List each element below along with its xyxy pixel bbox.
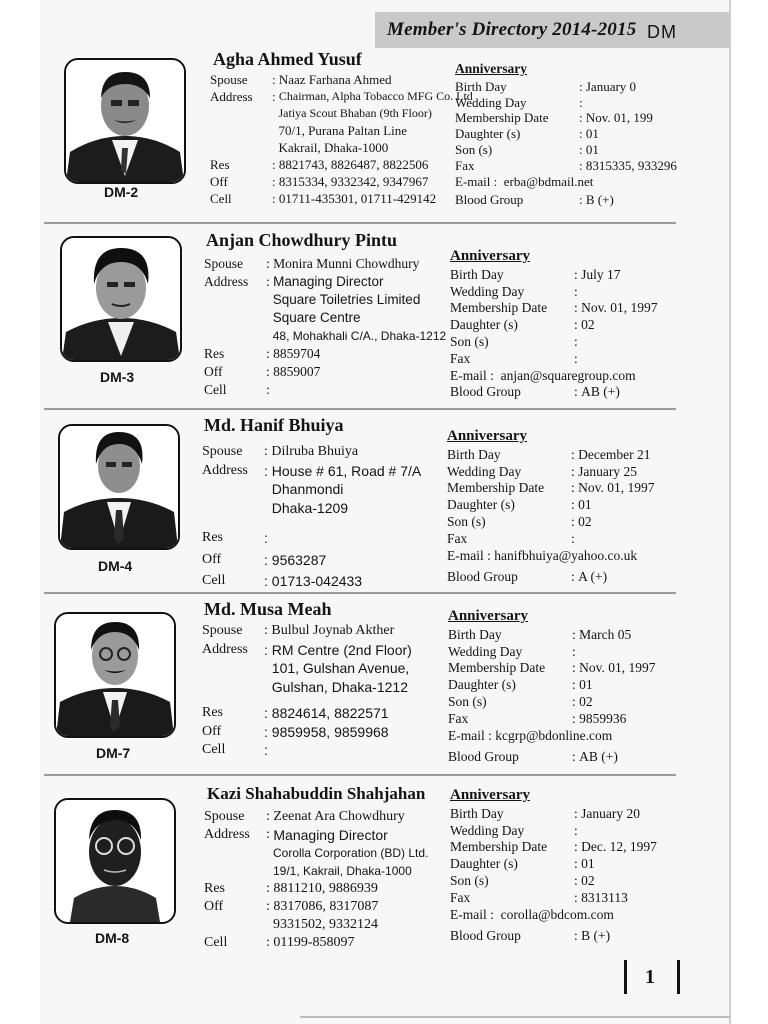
- daughters-label: Daughter (s): [450, 856, 518, 872]
- wedding-day-label: Wedding Day: [450, 283, 525, 299]
- page-number-right-rule: [677, 960, 680, 994]
- address-label: Address: [210, 89, 253, 104]
- off-value: 8859007: [273, 364, 321, 379]
- fax-label: Fax: [448, 710, 469, 726]
- cell-value: 01713-042433: [271, 573, 363, 589]
- spouse-label: Spouse: [202, 444, 243, 459]
- sons-value: 02: [581, 872, 595, 888]
- res-label: Res: [202, 705, 223, 720]
- wedding-day-value: January 25: [578, 463, 637, 479]
- page-number: 1: [645, 966, 655, 988]
- membership-date-value: Nov. 01, 1997: [581, 300, 658, 316]
- blood-group-label: Blood Group: [450, 384, 521, 400]
- membership-date-value: Nov. 01, 1997: [579, 660, 656, 676]
- off-value: 8315334, 9332342, 9347967: [278, 174, 429, 189]
- sons-label: Son (s): [450, 333, 489, 349]
- birth-day-value: January 0: [585, 78, 637, 94]
- blood-group-label: Blood Group: [450, 928, 521, 944]
- blood-group-value: B (+): [581, 928, 611, 944]
- cell-value: 01199-858097: [273, 935, 355, 950]
- daughters-label: Daughter (s): [448, 677, 516, 693]
- portrait-image: [56, 800, 174, 922]
- member-dates: Anniversary Birth Day : July 17 Wedding Day : Membership Date : Nov. 01, 1997 Daughter (s) : 02 Son (s) : Fax : E-mail : anjan@squaregroup.com Blood Group : AB (+): [450, 248, 658, 400]
- member-dates: Anniversary Birth Day : December 21 Wedding Day : January 25 Membership Date : Nov. 01, 1997 Daughter (s) : 01 Son (s) : 02 Fax : E-mail : hanifbhuiya@yahoo.co.uk Blood Group : A (+): [447, 428, 655, 585]
- address-line: House # 61, Road # 7/A: [271, 462, 422, 479]
- res-value: 8824614, 8822571: [271, 705, 389, 721]
- member-contact: Spouse : Dilruba Bhuiya Address : House # 61, Road # 7/A Dhanmondi Dhaka-1209 Res : Off : 9563287 Cell : 01713-042433: [202, 444, 422, 589]
- cell-label: Cell: [204, 382, 227, 397]
- off-value: 8317086, 8317087: [273, 899, 379, 914]
- membership-date-label: Membership Date: [450, 839, 548, 855]
- address-line: Managing Director: [273, 274, 384, 289]
- res-label: Res: [204, 881, 225, 896]
- member-photo: [60, 236, 182, 362]
- spouse-label: Spouse: [204, 809, 245, 824]
- sons-value: 02: [578, 513, 592, 529]
- res-label: Res: [202, 530, 223, 545]
- member-code: DM-7: [96, 745, 131, 761]
- address-line: Corolla Corporation (BD) Ltd.: [273, 846, 429, 860]
- off-value: 9563287: [271, 551, 327, 568]
- portrait-image: [60, 426, 178, 548]
- wedding-day-label: Wedding Day: [450, 822, 525, 838]
- daughters-value: 01: [581, 856, 595, 872]
- membership-date-value: Dec. 12, 1997: [581, 839, 657, 855]
- blood-group-label: Blood Group: [455, 192, 524, 208]
- spouse-value: Bulbul Joynab Akther: [271, 623, 395, 638]
- member-contact: Spouse : Bulbul Joynab Akther Address : RM Centre (2nd Floor) 101, Gulshan Avenue, Gulshan, Dhaka-1212 Res : 8824614, 8822571 Off : 9859958, 9859968 Cell :: [202, 623, 412, 758]
- fax-value: 8315335, 933296: [585, 157, 677, 173]
- member-name: Kazi Shahabuddin Shahjahan: [207, 784, 426, 803]
- anniversary-heading: Anniversary: [450, 248, 530, 264]
- address-line: 19/1, Kakrail, Dhaka-1000: [273, 864, 412, 878]
- entry-divider: [44, 408, 676, 410]
- membership-date-label: Membership Date: [455, 110, 549, 126]
- address-line: RM Centre (2nd Floor): [271, 641, 412, 658]
- fax-label: Fax: [450, 350, 471, 366]
- email-label: E-mail :: [455, 173, 498, 189]
- entry-divider: [44, 592, 676, 594]
- res-label: Res: [204, 346, 225, 361]
- spouse-label: Spouse: [202, 623, 243, 638]
- blood-group-label: Blood Group: [447, 569, 518, 585]
- daughters-label: Daughter (s): [450, 317, 518, 333]
- page-edge: [729, 0, 731, 1024]
- birth-day-label: Birth Day: [450, 266, 504, 282]
- member-name: Md. Hanif Bhuiya: [204, 415, 344, 435]
- blood-group-value: A (+): [578, 569, 608, 585]
- entry-divider: [44, 222, 676, 224]
- member-contact: Spouse : Zeenat Ara Chowdhury Address : Managing Director Corolla Corporation (BD) Ltd. 19/1, Kakrail, Dhaka-1000 Res : 8811210, 9886939 Off : 8317086, 8317087 9331502, 9332124 Cell : 01199-858097: [204, 809, 429, 950]
- off-value-2: 9331502, 9332124: [273, 917, 378, 932]
- address-line: Square Centre: [272, 310, 361, 325]
- spouse-value: Zeenat Ara Chowdhury: [273, 809, 405, 824]
- daughters-label: Daughter (s): [447, 497, 515, 513]
- cell-label: Cell: [202, 573, 226, 588]
- email-label: E-mail :: [447, 547, 491, 563]
- sons-value: 02: [579, 693, 593, 709]
- birth-day-label: Birth Day: [450, 805, 504, 821]
- member-photo: [54, 612, 176, 738]
- address-line: Dhanmondi: [271, 481, 344, 497]
- member-dates: Anniversary Birth Day : January 20 Wedding Day : Membership Date : Dec. 12, 1997 Daughter (s) : 01 Son (s) : 02 Fax : 8313113 E-mail : corolla@bdcom.com Blood Group : B (+): [450, 787, 657, 944]
- address-label: Address: [202, 462, 248, 478]
- spouse-label: Spouse: [210, 72, 248, 87]
- email-value: kcgrp@bdonline.com: [495, 727, 613, 743]
- off-label: Off: [210, 174, 228, 189]
- membership-date-label: Membership Date: [448, 660, 546, 676]
- address-line: Chairman, Alpha Tobacco MFG Co. Ltd: [278, 89, 473, 103]
- off-value: 9859958, 9859968: [271, 723, 389, 740]
- address-line: 48, Mohakhali C/A., Dhaka-1212: [272, 329, 447, 343]
- cell-value: 01711-435301, 01711-429142: [278, 191, 437, 206]
- birth-day-value: March 05: [579, 626, 632, 642]
- spouse-value: Monira Munni Chowdhury: [273, 256, 420, 271]
- email-value: anjan@squaregroup.com: [500, 367, 636, 383]
- birth-day-value: December 21: [578, 446, 651, 462]
- footer-rule: [300, 1016, 730, 1018]
- cell-label: Cell: [210, 191, 232, 206]
- anniversary-heading: Anniversary: [450, 787, 530, 803]
- birth-day-label: Birth Day: [448, 626, 502, 642]
- member-code: DM-4: [98, 558, 133, 574]
- fax-value: 9859936: [579, 710, 627, 726]
- cell-label: Cell: [202, 742, 226, 757]
- page-number-left-rule: [624, 960, 627, 994]
- email-label: E-mail :: [450, 906, 494, 922]
- address-label: Address: [202, 641, 248, 657]
- member-dates: Anniversary Birth Day : January 0 Wedding Day : Membership Date : Nov. 01, 199 Daughter (s) : 01 Son (s) : 01 Fax : 8315335, 933296 E-mail : erba@bdmail.net Blood Group : B (+): [455, 61, 677, 208]
- member-photo: [54, 798, 176, 924]
- birth-day-value: January 20: [581, 805, 640, 821]
- birth-day-value: July 17: [581, 266, 621, 282]
- member-code: DM-8: [95, 930, 130, 946]
- membership-date-label: Membership Date: [447, 480, 545, 496]
- blood-group-value: AB (+): [579, 749, 618, 765]
- birth-day-label: Birth Day: [455, 78, 507, 94]
- sons-label: Son (s): [450, 872, 489, 888]
- member-code: DM-2: [104, 184, 139, 200]
- spouse-value: Dilruba Bhuiya: [271, 444, 359, 459]
- address-line: Kakrail, Dhaka-1000: [278, 140, 389, 155]
- spouse-label: Spouse: [204, 256, 244, 271]
- daughters-label: Daughter (s): [455, 126, 521, 142]
- email-value: hanifbhuiya@yahoo.co.uk: [494, 547, 638, 563]
- fax-label: Fax: [455, 157, 475, 173]
- res-value: 8811210, 9886939: [273, 881, 378, 896]
- member-name: Anjan Chowdhury Pintu: [206, 230, 398, 250]
- off-label: Off: [202, 551, 222, 567]
- wedding-day-label: Wedding Day: [448, 643, 523, 659]
- blood-group-label: Blood Group: [448, 749, 519, 765]
- member-contact: Spouse : Monira Munni Chowdhury Address : Managing Director Square Toiletries Limited Square Centre 48, Mohakhali C/A., Dhaka-1212 Res : 8859704 Off : 8859007 Cell :: [204, 256, 447, 397]
- portrait-image: [62, 238, 180, 360]
- daughters-value: 01: [578, 497, 592, 513]
- email-label: E-mail :: [448, 727, 492, 743]
- off-label: Off: [204, 364, 223, 379]
- anniversary-heading: Anniversary: [448, 608, 528, 624]
- off-label: Off: [204, 899, 224, 914]
- member-photo: [58, 424, 180, 550]
- res-label: Res: [210, 157, 230, 172]
- anniversary-heading: Anniversary: [455, 61, 527, 76]
- sons-label: Son (s): [448, 693, 487, 709]
- membership-date-value: Nov. 01, 199: [585, 110, 653, 126]
- fax-label: Fax: [447, 530, 468, 546]
- portrait-image: [66, 60, 184, 182]
- address-line: 70/1, Purana Paltan Line: [278, 123, 408, 138]
- address-label: Address: [204, 827, 250, 842]
- member-contact: Spouse : Naaz Farhana Ahmed Address : Chairman, Alpha Tobacco MFG Co. Ltd Jatiya Scout Bhaban (9th Floor) 70/1, Purana Paltan Line Kakrail, Dhaka-1000 Res : 8821743, 8826487, 8822506 Off : 8315334, 9332342, 9347967 Cell : 01711-435301, 01711-429142: [210, 72, 473, 206]
- daughters-value: 01: [585, 126, 599, 142]
- blood-group-value: B (+): [585, 192, 614, 208]
- address-line: Dhaka-1209: [271, 499, 349, 516]
- birth-day-label: Birth Day: [447, 446, 501, 462]
- address-label: Address: [204, 274, 249, 289]
- sons-value: 01: [585, 141, 599, 157]
- anniversary-heading: Anniversary: [447, 428, 527, 444]
- fax-label: Fax: [450, 889, 471, 905]
- address-line: Jatiya Scout Bhaban (9th Floor): [278, 106, 432, 120]
- daughters-value: 02: [581, 317, 595, 333]
- email-label: E-mail :: [450, 367, 494, 383]
- daughters-value: 01: [579, 677, 593, 693]
- spouse-value: Naaz Farhana Ahmed: [278, 72, 392, 87]
- address-line: Gulshan, Dhaka-1212: [271, 678, 408, 695]
- wedding-day-label: Wedding Day: [455, 94, 527, 110]
- fax-value: 8313113: [581, 889, 628, 905]
- email-value: erba@bdmail.net: [503, 173, 594, 189]
- member-name: Agha Ahmed Yusuf: [213, 49, 362, 69]
- section-code: DM: [647, 22, 677, 42]
- address-line: Square Toiletries Limited: [272, 292, 421, 307]
- member-name: Md. Musa Meah: [204, 599, 332, 619]
- cell-label: Cell: [204, 935, 228, 950]
- portrait-image: [56, 614, 174, 736]
- blood-group-value: AB (+): [581, 384, 620, 400]
- off-label: Off: [202, 723, 222, 739]
- wedding-day-label: Wedding Day: [447, 463, 522, 479]
- address-line: Managing Director: [273, 827, 388, 843]
- entry-divider: [44, 774, 676, 776]
- member-code: DM-3: [100, 369, 135, 385]
- member-photo: [64, 58, 186, 184]
- member-dates: Anniversary Birth Day : March 05 Wedding Day : Membership Date : Nov. 01, 1997 Daughter (s) : 01 Son (s) : 02 Fax : 9859936 E-mail : kcgrp@bdonline.com Blood Group : AB (+): [448, 608, 656, 765]
- email-value: corolla@bdcom.com: [500, 906, 614, 922]
- sons-label: Son (s): [447, 513, 486, 529]
- res-value: 8859704: [273, 346, 321, 361]
- sons-label: Son (s): [455, 141, 493, 157]
- page-title: Member's Directory 2014-2015: [387, 19, 637, 40]
- res-value: 8821743, 8826487, 8822506: [278, 157, 429, 172]
- address-line: 101, Gulshan Avenue,: [271, 660, 410, 676]
- membership-date-label: Membership Date: [450, 300, 548, 316]
- membership-date-value: Nov. 01, 1997: [578, 480, 655, 496]
